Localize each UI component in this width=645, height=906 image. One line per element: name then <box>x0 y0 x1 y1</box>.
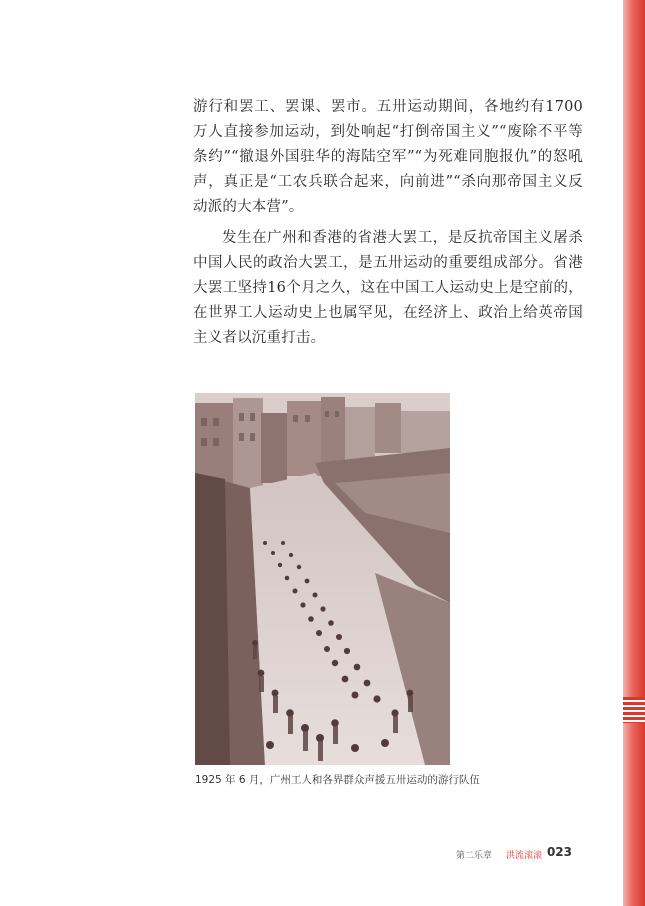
page-number: 023 <box>546 845 572 859</box>
page-footer <box>400 846 600 862</box>
body-paragraph-2: 发生在广州和香港的省港大罢工，是反抗帝国主义屠杀中国人民的政治大罢工，是五卅运动的重要组成部分。省港大罢工坚持16个月之久，这在中国工人运动史上是空前的，在世界工人运动史上也属罕见，在经济上、政治上给英帝国主义者以沉重打击。 <box>193 230 583 346</box>
photo-caption: 1925 年 6 月，广州工人和各界群众声援五卅运动的游行队伍 <box>195 774 480 786</box>
parade-photo-illustration <box>195 393 450 765</box>
footer-section-title: 洪流滚滚 <box>505 851 542 861</box>
footer-chapter-title: 第二乐章 <box>455 851 492 861</box>
body-paragraph-1: 游行和罢工、罢课、罢市。五卅运动期间，各地约有1700万人直接参加运动，到处响起“打倒帝国主义”“废除不平等条约”“撤退外国驻华的海陆空军”“为死难同胞报仇”的怒吼声，真正是“工农兵联合起来，向前进”“杀向那帝国主义反动派的大本营”。 <box>193 99 583 215</box>
page-edge-accent-bar <box>623 0 645 906</box>
page-edge-stripes <box>623 697 645 723</box>
historical-photo-parade <box>195 393 450 765</box>
